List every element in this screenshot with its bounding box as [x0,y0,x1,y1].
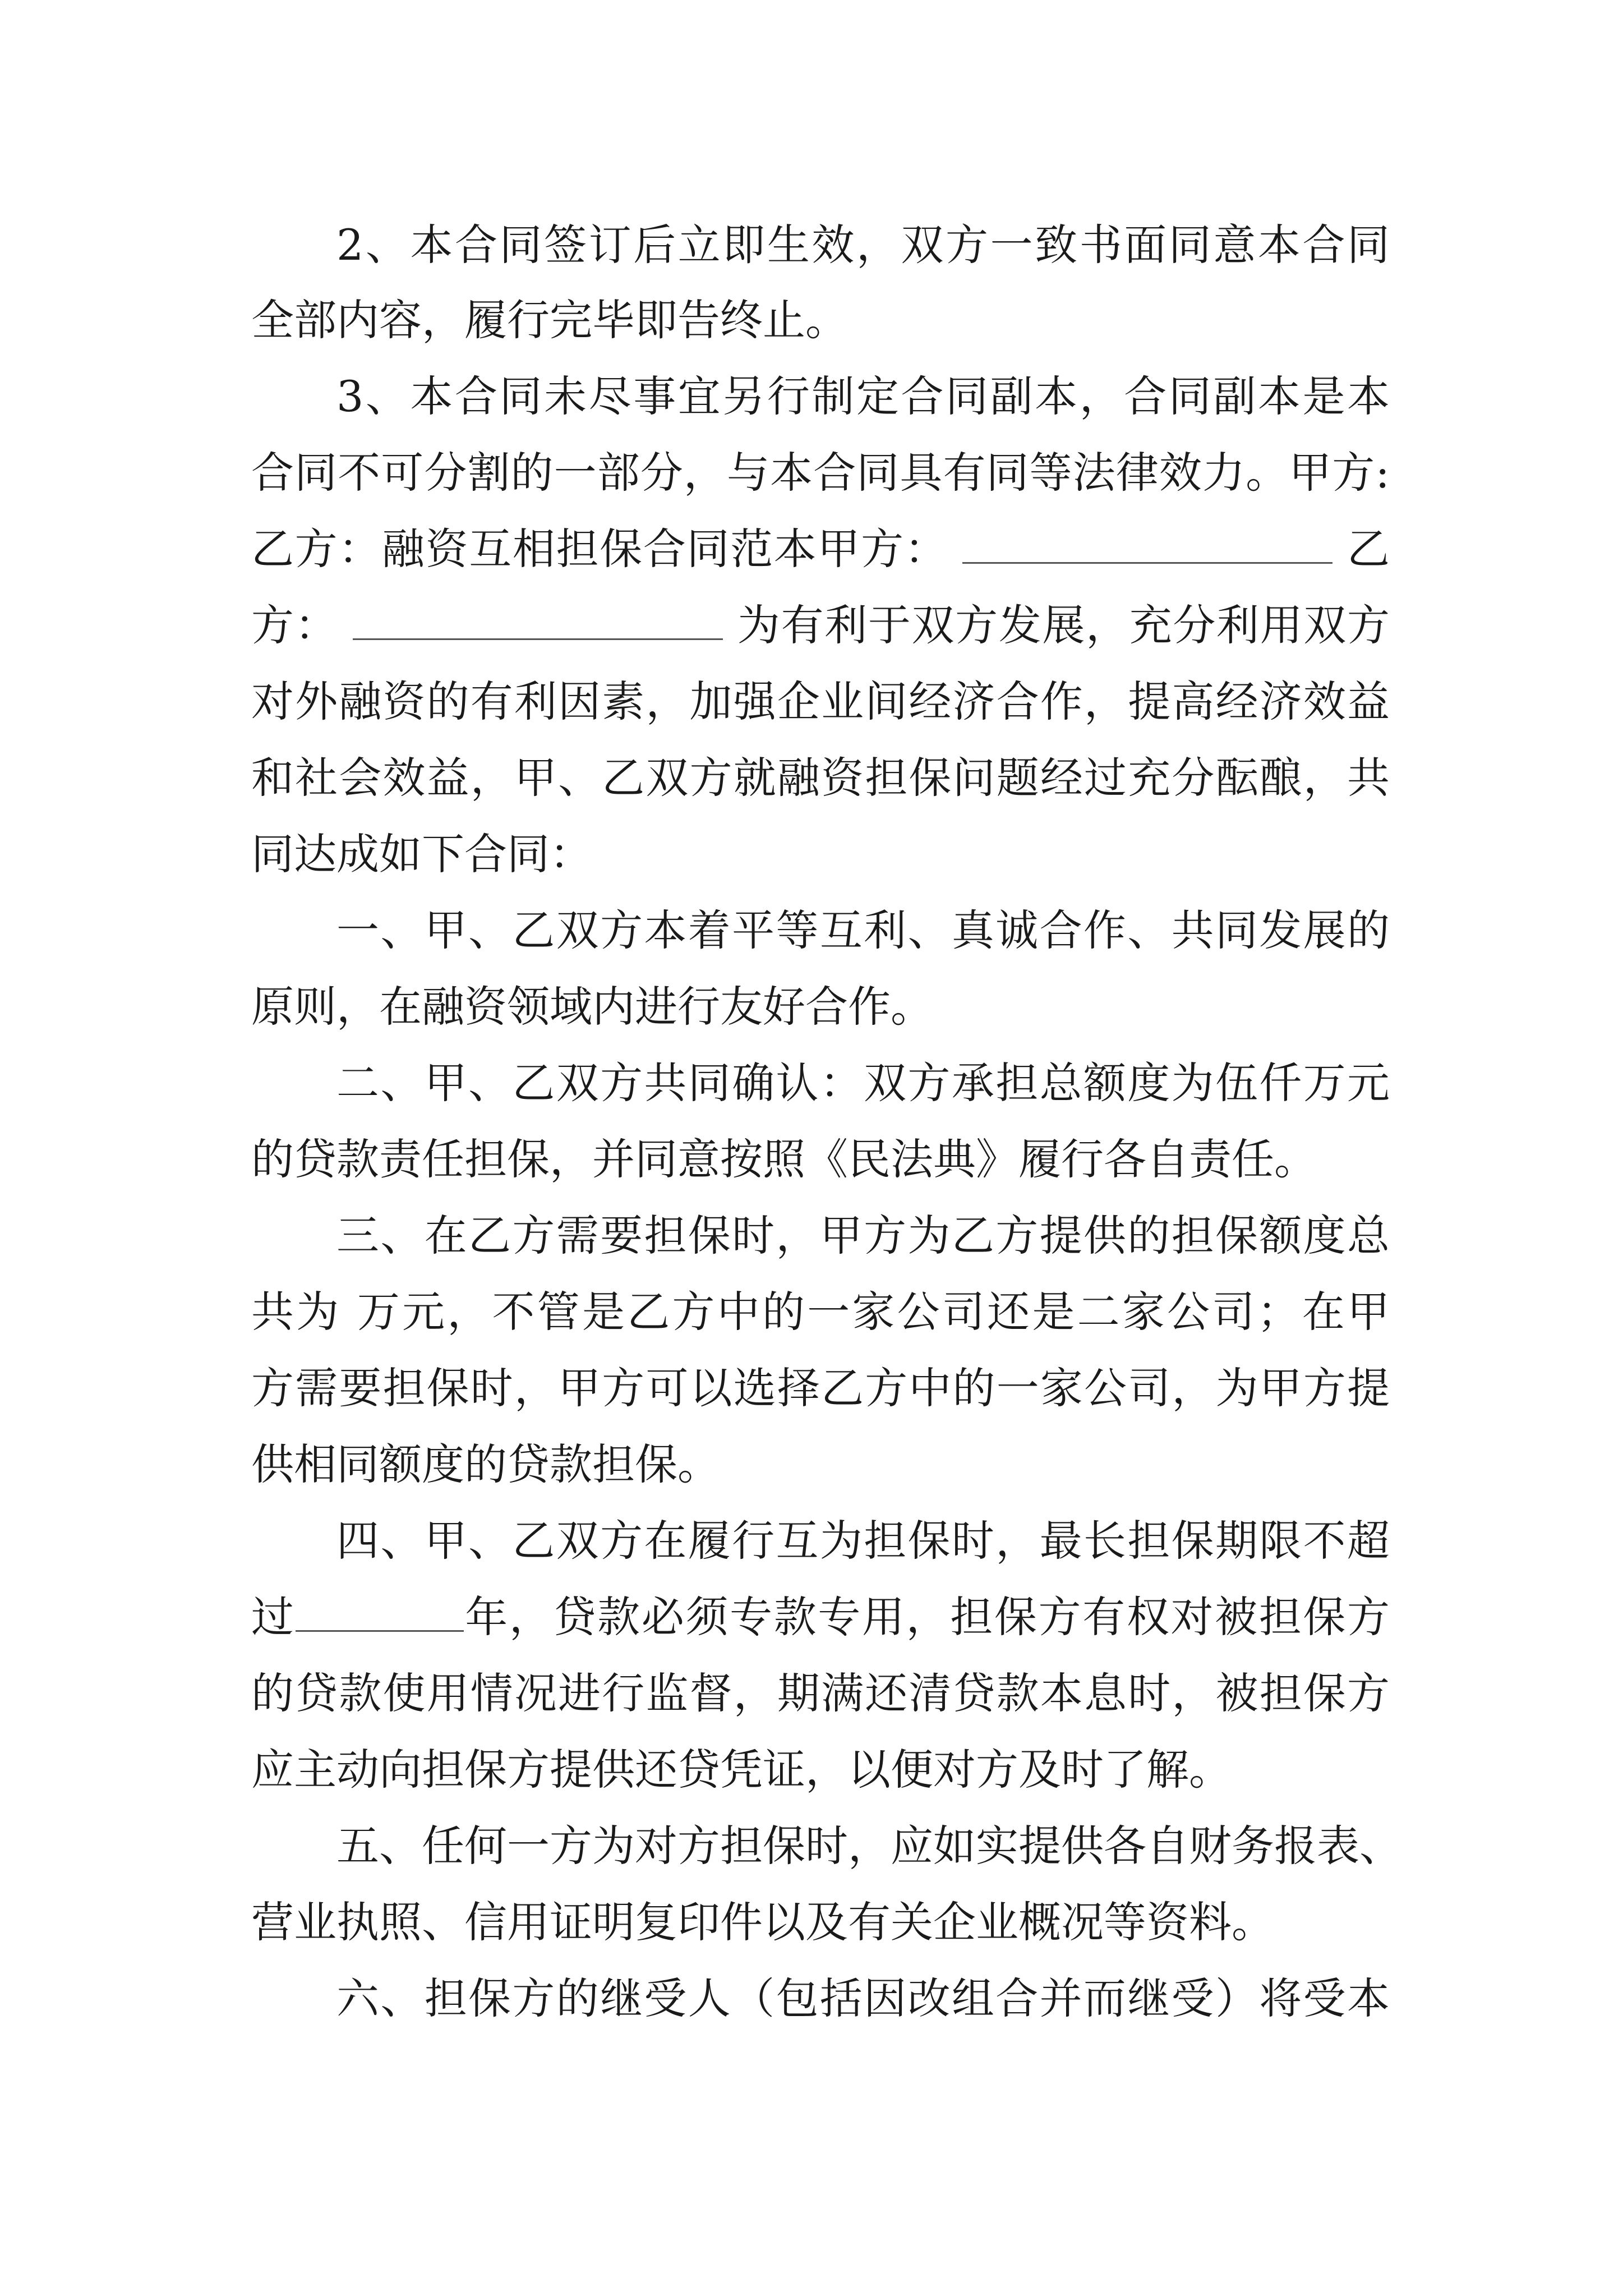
text-segment: 方： [251,600,339,650]
text-line [251,812,1390,896]
text-segment: 原则，在融资领域内进行友好合作。 [251,982,933,1032]
text-segment: 的贷款使用情况进行监督，期满还清贷款本息时，被担保方 [251,1668,1390,1718]
text-line [251,1346,1390,1430]
text-line [251,1423,1390,1507]
text-line [251,1880,1390,1964]
party-a-blank[interactable] [962,528,1332,564]
text-segment: 六、担保方的继受人（包括因改组合并而继受）将受本 [336,1973,1390,2023]
text-line [336,1194,1390,1278]
text-segment: 共为 万元，不管是乙方中的一家公司还是二家公司；在甲 [251,1287,1390,1337]
text-segment: 四、甲、乙双方在履行互为担保时，最长担保期限不超 [336,1516,1390,1566]
text-segment: 3、本合同未尽事宜另行制定合同副本，合同副本是本 [336,371,1390,421]
text-line [251,278,1390,362]
text-line [251,1728,1390,1812]
text-segment: 一、甲、乙双方本着平等互利、真诚合作、共同发展的 [336,905,1390,955]
text-segment: 乙方：融资互相担保合同范本甲方： [251,524,948,574]
party-b-blank[interactable] [353,605,723,640]
text-line [251,736,1390,820]
text-line [251,1575,1390,1659]
text-line [336,1804,1402,1888]
text-segment: 为有利于双方发展，充分利用双方 [737,600,1390,650]
text-segment: 过 [251,1592,296,1642]
text-segment: 全部内容，履行完毕即告终止。 [251,295,848,345]
text-segment: 二、甲、乙双方共同确认：双方承担总额度为伍仟万元 [336,1058,1390,1108]
text-line [336,1957,1390,2041]
text-segment: 乙 [1347,524,1390,574]
term-years-blank[interactable] [296,1596,464,1632]
text-segment: 和社会效益，甲、乙双方就融资担保问题经过充分酝酿，共 [251,753,1390,803]
text-segment: 同达成如下合同： [251,829,592,879]
text-line [336,203,1390,287]
text-line [251,660,1390,744]
text-segment: 应主动向担保方提供还贷凭证，以便对方及时了解。 [251,1745,1232,1795]
text-line [336,355,1390,439]
text-segment: 合同不可分割的一部分，与本合同具有同等法律效力。甲方: [251,448,1390,498]
text-line [251,431,1390,515]
text-line [251,583,1390,668]
text-line [251,1270,1390,1354]
text-line [336,889,1390,973]
text-segment: 供相同额度的贷款担保。 [251,1439,720,1489]
text-segment: 2、本合同签订后立即生效，双方一致书面同意本合同 [336,220,1390,270]
text-line [251,1117,1390,1202]
text-segment: 对外融资的有利因素，加强企业间经济合作，提高经济效益 [251,677,1390,726]
text-line [336,1041,1390,1125]
text-line [251,1651,1390,1736]
text-segment: 五、任何一方为对方担保时，应如实提供各自财务报表、 [336,1821,1402,1871]
text-line [251,507,1390,591]
text-segment: 营业执照、信用证明复印件以及有关企业概况等资料。 [251,1897,1274,1947]
text-line [251,965,1390,1049]
text-segment: 方需要担保时，甲方可以选择乙方中的一家公司，为甲方提 [251,1363,1390,1413]
text-segment: 三、在乙方需要担保时，甲方为乙方提供的担保额度总 [336,1211,1390,1260]
text-segment: 的贷款责任担保，并同意按照《民法典》履行各自责任。 [251,1134,1317,1184]
text-segment: 年，贷款必须专款专用，担保方有权对被担保方 [463,1592,1390,1642]
text-line [336,1499,1390,1583]
